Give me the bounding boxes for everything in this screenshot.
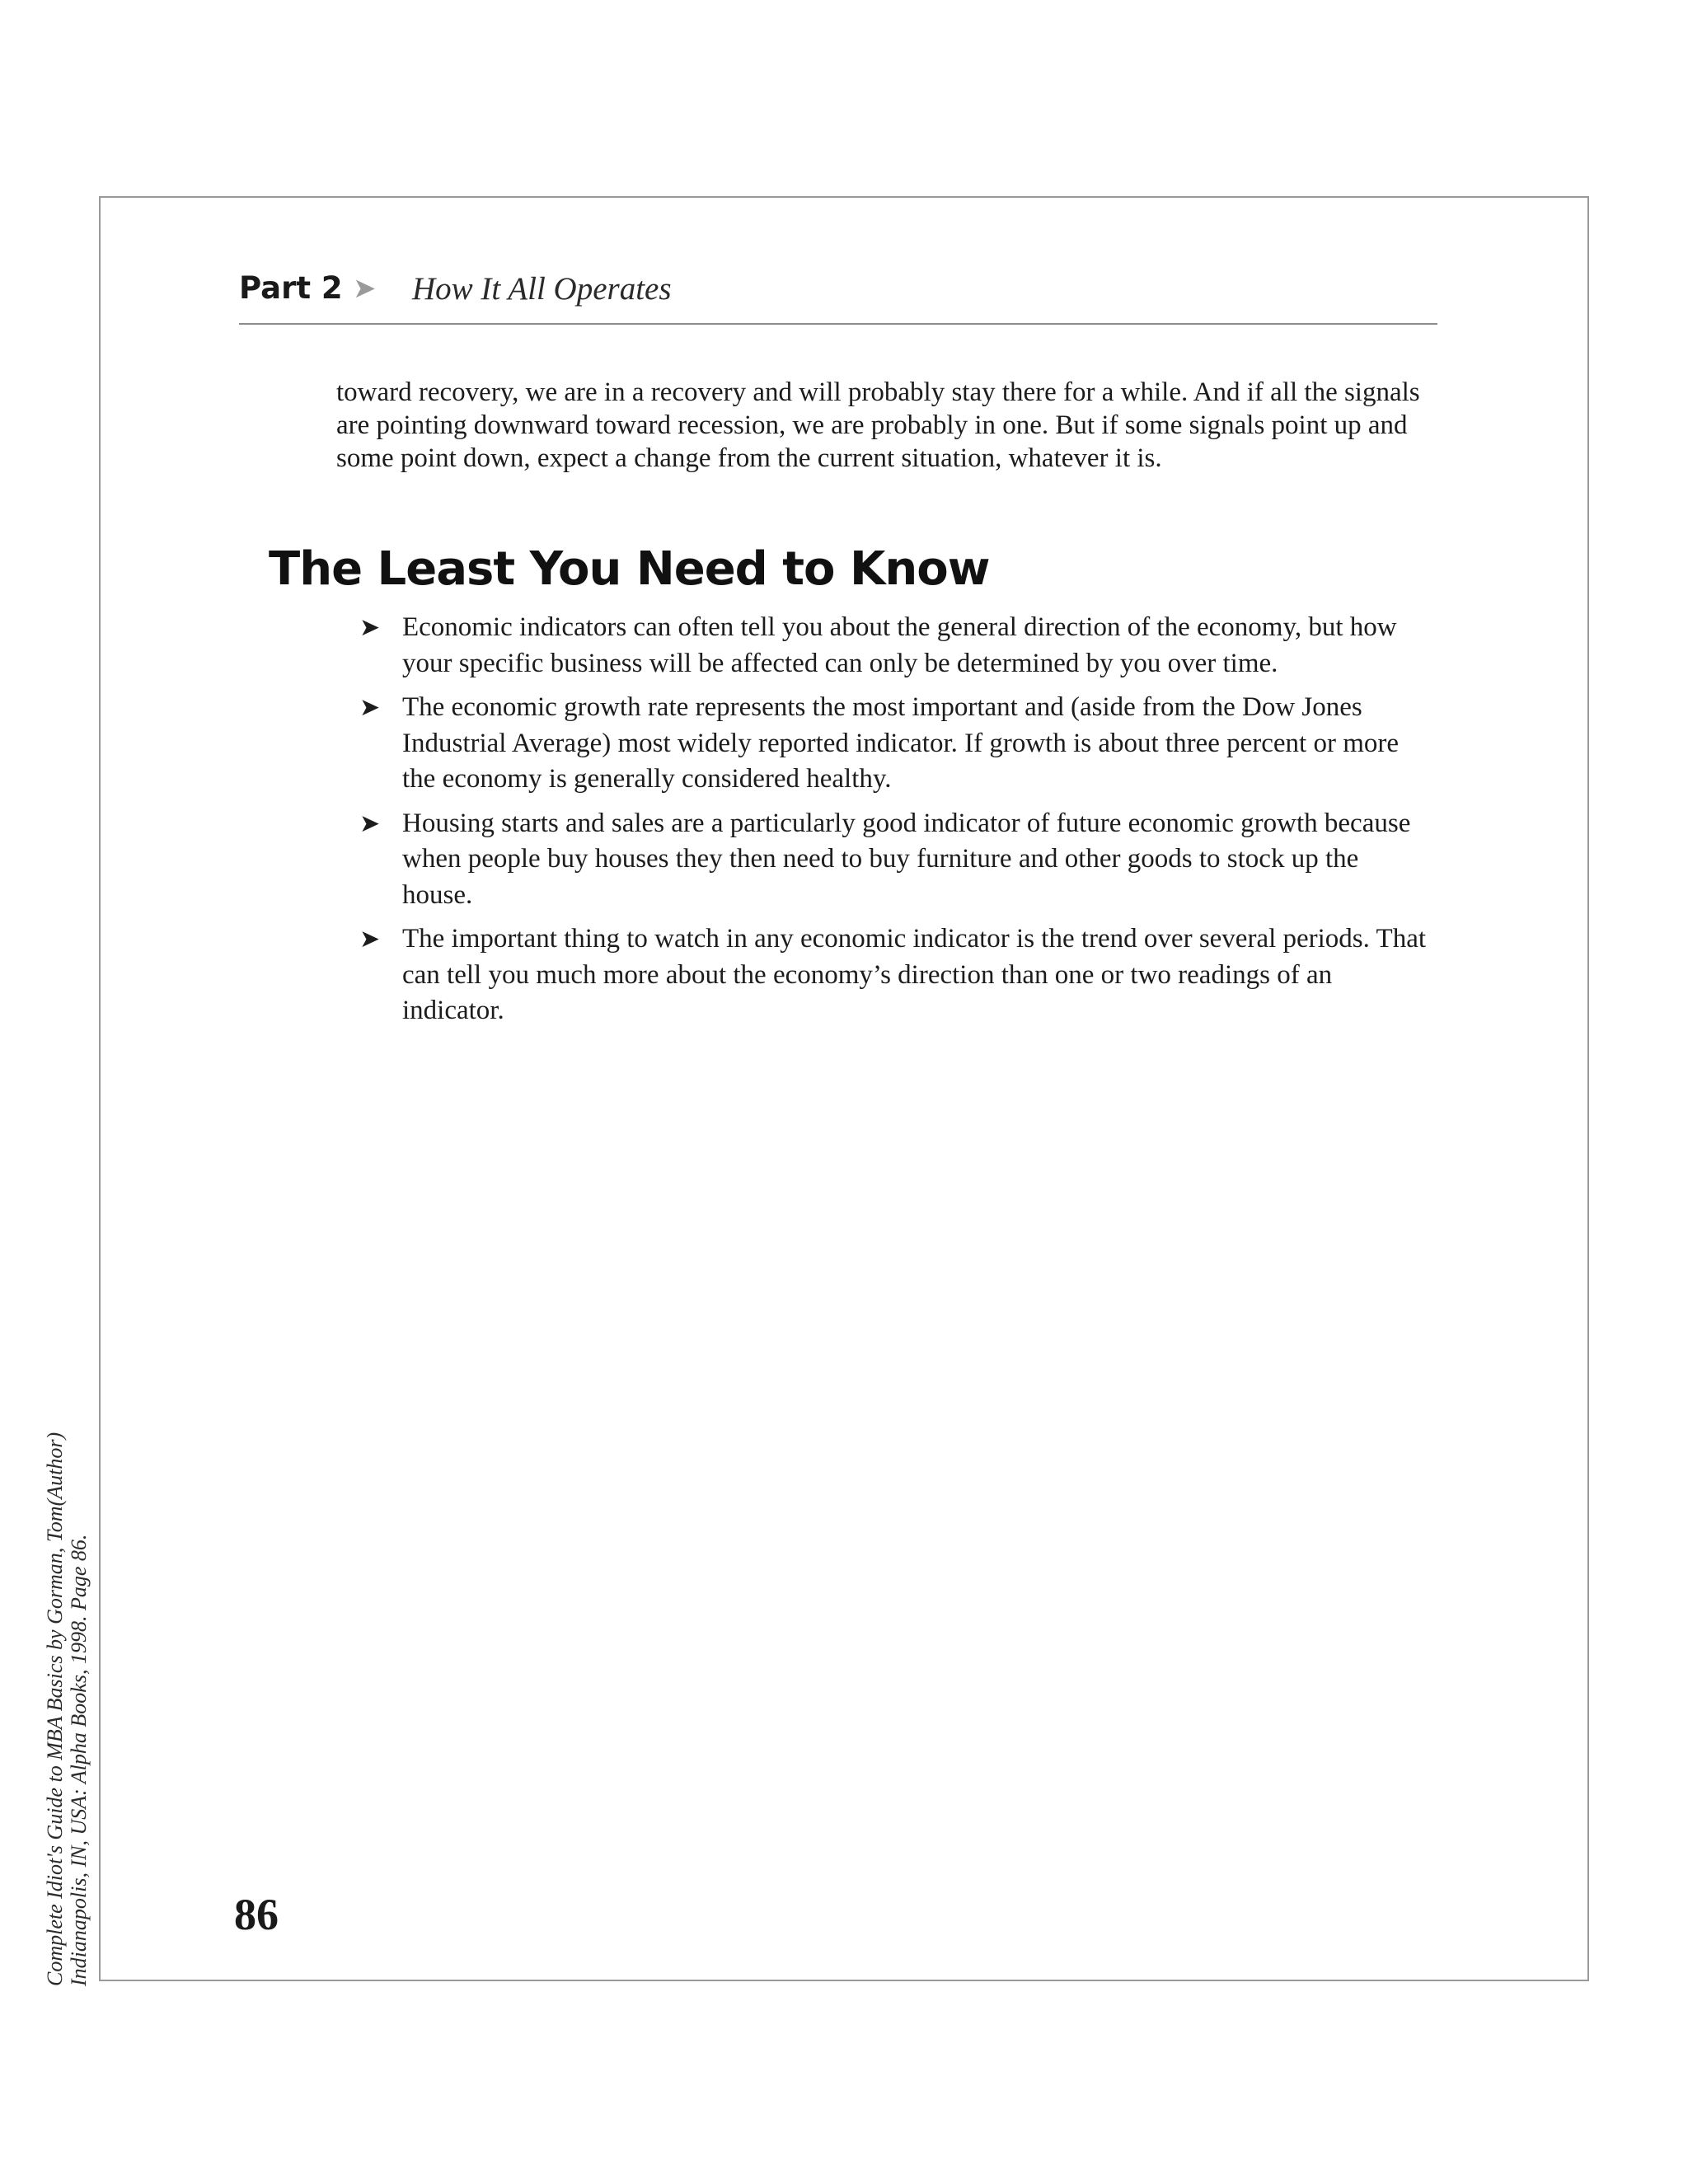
bullet-item (359, 806, 1431, 914)
bullet-arrow-icon: ➤ (359, 613, 381, 642)
citation-line-2: Indianapolis, IN, USA: Alpha Books, 1998. Page 86. (67, 1534, 91, 1986)
arrowhead-right-icon: ➤ (353, 272, 377, 305)
page-number: 86 (234, 1890, 279, 1939)
bullet-arrow-icon: ➤ (359, 693, 381, 722)
bullet-arrow-icon: ➤ (359, 808, 381, 838)
bullet-text: The economic growth rate represents the most important and (aside from the Dow Jones Industrial Average) most widely reported indicator. If growth is about three percent or more the economy is generally considered healthy. (402, 692, 1399, 794)
bullet-list (359, 610, 1431, 1038)
section-heading: The Least You Need to Know (269, 542, 990, 596)
running-head (239, 265, 1437, 325)
citation-line-1: Complete Idiot's Guide to MBA Basics by Gorman, Tom(Author) (43, 1432, 67, 1986)
part-label: Part 2 (239, 270, 343, 306)
part-title: How It All Operates (412, 271, 672, 307)
bullet-item (359, 610, 1431, 682)
bullet-item (359, 921, 1431, 1029)
intro-paragraph: toward recovery, we are in a recovery and will probably stay there for a while. And if all the signals are pointing downward toward recession, we are probably in one. But if some signals point up and some point down, expect a change from the current situation, whatever it is. (336, 377, 1420, 473)
bullet-item (359, 690, 1431, 798)
source-citation (43, 1409, 91, 1986)
bullet-text: Economic indicators can often tell you about the general direction of the economy, but how your specific business will be affected can only be determined by you over time. (402, 612, 1397, 678)
bullet-arrow-icon: ➤ (359, 925, 381, 954)
bullet-text: Housing starts and sales are a particularly good indicator of future economic growth because when people buy houses they then need to buy furniture and other goods to stock up the house. (402, 808, 1411, 910)
bullet-text: The important thing to watch in any economic indicator is the trend over several periods. That can tell you much more about the economy’s direction than one or two readings of an indicator. (402, 924, 1427, 1025)
